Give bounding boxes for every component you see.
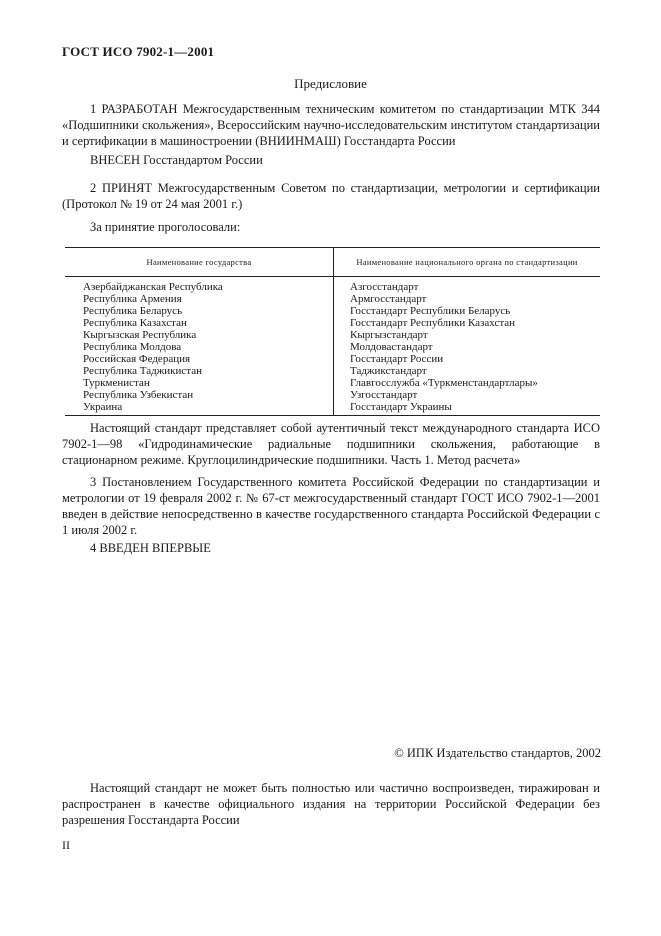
standards-body-name: Госстандарт Украины [350,401,452,413]
bodies-column [334,277,601,416]
state-name: Кыргызская Республика [83,329,197,341]
paragraph-reproduction-notice: Настоящий стандарт не может быть полностью или частично воспроизведен, тиражирован и распространен в качестве официального издания на территории Российской Федерации без разрешения Госстандарта России [62,781,600,827]
paragraph-enacted: 3 Постановлением Государственного комитета Российской Федерации по стандартизации и метрологии от 19 февраля 2002 г. № 67-ст межгосударственный стандарт ГОСТ ИСО 7902-1—2001 введен в действие непосредственно в качестве государственного стандарта Российской Федерации с 1 июля 2002 г. [62,475,600,537]
state-name: Республика Казахстан [83,317,187,329]
paragraph-authentic-text: Настоящий стандарт представляет собой аутентичный текст международного стандарта ИСО 7902-1—98 «Гидродинамические радиальные подшипники скольжения, работающие в стационарном режиме. Круглоцилиндрические подшипники. Часть 1. Метод расчета» [62,421,600,467]
paragraph-voted: За принятие проголосовали: [90,220,241,234]
copyright-notice: © ИПК Издательство стандартов, 2002 [394,746,601,760]
paragraph-adopted: 2 ПРИНЯТ Межгосударственным Советом по стандартизации, метрологии и сертификации (Протокол № 19 от 24 мая 2001 г.) [62,181,600,211]
document-code: ГОСТ ИСО 7902-1—2001 [62,44,215,59]
state-name: Азербайджанская Республика [83,281,223,293]
state-name: Республика Армения [83,293,182,305]
standards-body-name: Госстандарт Республики Беларусь [350,305,511,317]
standards-body-name: Азгосстандарт [350,281,419,293]
page-number: II [62,838,70,852]
state-name: Республика Узбекистан [83,389,194,401]
standards-body-name: Кыргызстандарт [350,329,428,341]
standards-body-name: Армгосстандарт [350,293,427,305]
state-name: Российская Федерация [83,353,191,365]
standards-body-name: Госстандарт России [350,353,444,365]
state-name: Украина [83,401,123,413]
table-header-body: Наименование национального органа по стандартизации [334,248,601,277]
state-name: Туркменистан [83,377,150,389]
standards-body-name: Главгосслужба «Туркменстандартлары» [350,377,538,389]
state-name: Республика Таджикистан [83,365,202,377]
standards-body-name: Таджикстандарт [350,365,427,377]
standards-body-name: Госстандарт Республики Казахстан [350,317,516,329]
standards-body-name: Молдовастандарт [350,341,433,353]
standards-body-name: Узгосстандарт [350,389,418,401]
paragraph-introduced: ВНЕСЕН Госстандартом России [90,153,263,167]
table-header-state: Наименование государства [65,248,334,277]
paragraph-developed: 1 РАЗРАБОТАН Межгосударственным техническим комитетом по стандартизации МТК 344 «Подшипники скольжения», Всероссийским научно-исследовательским институтом стандартизации и сертификации в машиностроении (ВНИИНМАШ) Госстандарта России [62,102,600,148]
states-column [65,277,334,416]
states-table [65,247,600,416]
state-name: Республика Молдова [83,341,182,353]
state-name: Республика Беларусь [83,305,183,317]
paragraph-first-introduced: 4 ВВЕДЕН ВПЕРВЫЕ [90,541,211,555]
section-title: Предисловие [294,76,367,91]
